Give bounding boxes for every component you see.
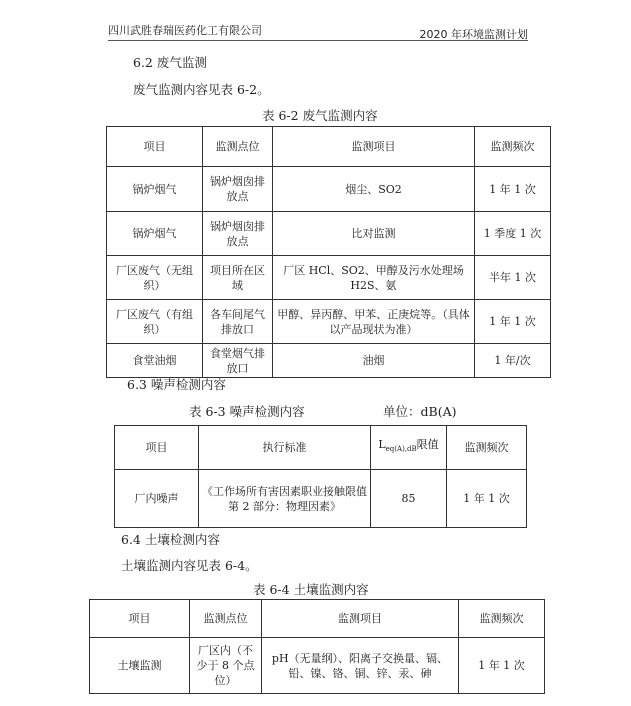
table-cell: 《工作场所有害因素职业接触限值 第 2 部分：物理因素》 [199,470,371,528]
table-cell: 85 [371,470,447,528]
table-cell: 锅炉烟囱排放点 [203,212,273,256]
table-row [107,256,551,300]
table-cell: 厂区废气（有组织） [107,300,203,344]
header-cell: 监测项目 [262,600,459,638]
page-header [108,22,528,41]
table-6-2-caption: 表 6-2 废气监测内容 [262,108,378,123]
table-6-3-unit: 单位：dB(A) [383,404,457,419]
table-cell: 锅炉烟气 [107,212,203,256]
table-cell: 厂区废气（无组织） [107,256,203,300]
table-cell: pH（无量纲）、阳离子交换量、镉、铅、镍、铬、铜、锌、汞、砷 [262,638,459,694]
document-title: 2020 年环境监测计划 [419,28,528,41]
table-cell: 1 年 1 次 [475,167,551,212]
table-row [90,638,545,694]
table-cell: 食堂烟气排放口 [203,344,273,378]
table-row [107,344,551,378]
table-cell: 项目所在区域 [203,256,273,300]
table-cell: 厂内噪声 [115,470,199,528]
section-6-2-intro: 废气监测内容见表 6-2。 [133,82,270,97]
section-6-2-heading: 6.2 废气监测 [133,55,207,70]
leq-subscript: eq(A),dB [385,445,417,454]
table-cell: 1 年 1 次 [475,300,551,344]
table-cell: 各车间尾气排放口 [203,300,273,344]
table-cell: 甲醇、异丙醇、甲苯、正庚烷等。（具体以产品现状为准） [273,300,475,344]
table-cell: 1 年/次 [475,344,551,378]
table-cell: 油烟 [273,344,475,378]
table-6-3 [114,425,527,528]
table-header-row [115,426,527,470]
header-cell: 监测点位 [190,600,262,638]
table-cell: 厂区内（不少于 8 个点位） [190,638,262,694]
table-header-row [107,127,551,167]
table-row [115,470,527,528]
table-cell: 锅炉烟气 [107,167,203,212]
company-name: 四川武胜春瑞医药化工有限公司 [108,24,262,37]
header-cell: 监测点位 [203,127,273,167]
table-row [107,212,551,256]
table-cell: 1 年 1 次 [459,638,545,694]
table-row [107,300,551,344]
table-6-4 [89,599,545,694]
table-cell: 土壤监测 [90,638,190,694]
header-cell: 监测频次 [475,127,551,167]
table-row [107,167,551,212]
header-cell [371,426,447,470]
table-cell: 锅炉烟囱排放点 [203,167,273,212]
table-cell: 1 年 1 次 [447,470,527,528]
leq-symbol: L [378,438,386,452]
table-cell: 1 季度 1 次 [475,212,551,256]
table-cell: 烟尘、SO2 [273,167,475,212]
header-cell: 项目 [90,600,190,638]
limit-header: 限值 [416,438,439,452]
section-6-3-heading: 6.3 噪声检测内容 [127,377,226,392]
table-cell: 食堂油烟 [107,344,203,378]
header-cell: 项目 [107,127,203,167]
table-6-3-caption: 表 6-3 噪声检测内容 [189,404,305,419]
table-header-row [90,600,545,638]
header-cell: 执行标准 [199,426,371,470]
header-cell: 监测频次 [459,600,545,638]
header-cell: 项目 [115,426,199,470]
header-cell: 监测频次 [447,426,527,470]
table-6-4-caption: 表 6-4 土壤监测内容 [253,582,369,597]
header-cell: 监测项目 [273,127,475,167]
section-6-4-heading: 6.4 土壤检测内容 [121,532,220,547]
table-6-2 [106,126,551,378]
table-cell: 比对监测 [273,212,475,256]
table-cell: 半年 1 次 [475,256,551,300]
table-cell: 厂区 HCl、SO2、甲醇及污水处理场 H2S、氨 [273,256,475,300]
section-6-4-intro: 土壤监测内容见表 6-4。 [121,558,258,573]
